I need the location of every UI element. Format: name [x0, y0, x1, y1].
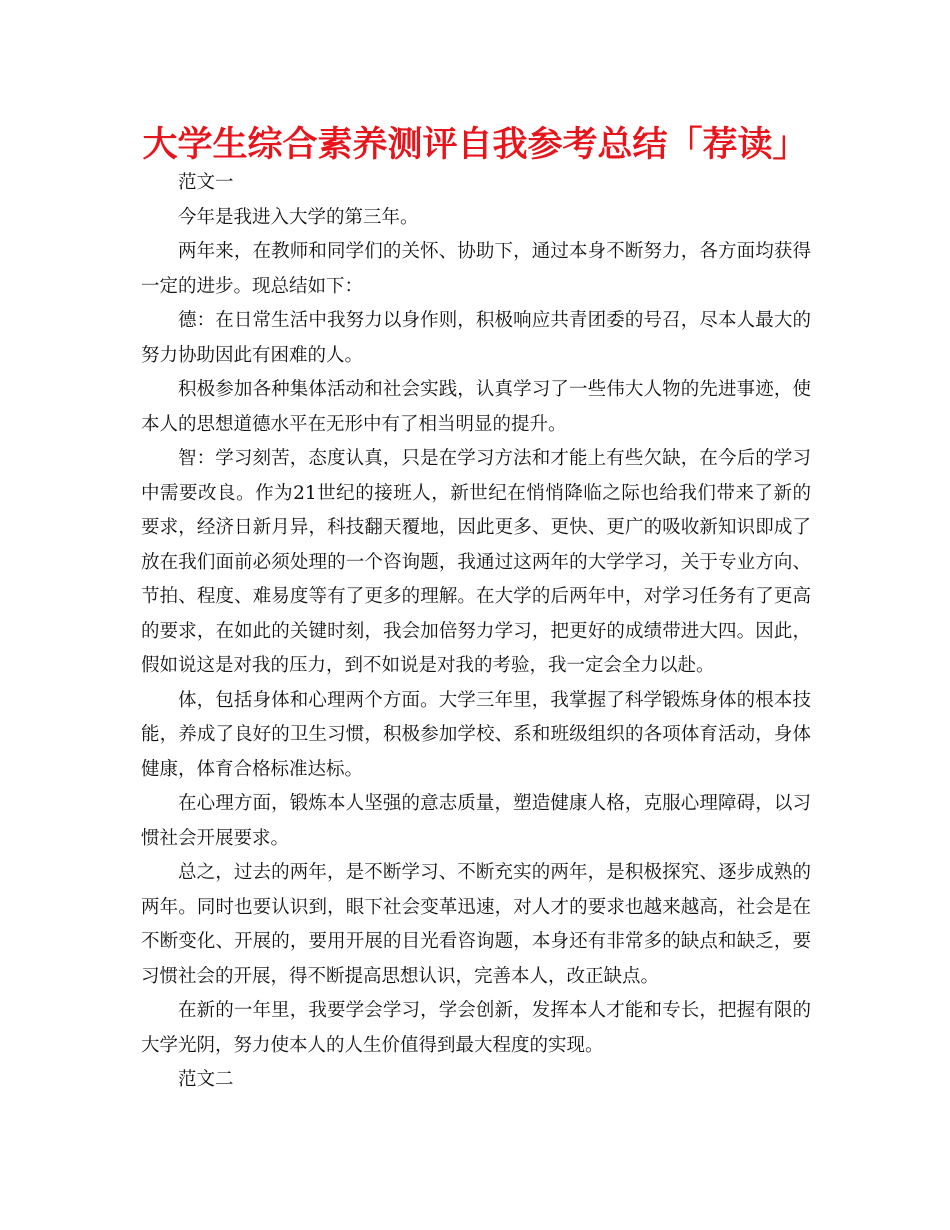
paragraph: 在新的一年里，我要学会学习，学会创新，发挥本人才能和专长，把握有限的大学光阴，努力使本人的人生价值得到最大程度的实现。: [141, 1000, 811, 1056]
paragraph: 今年是我进入大学的第三年。: [178, 206, 419, 228]
paragraph-psychology: 在心理方面，锻炼本人坚强的意志质量，塑造健康人格，克服心理障碍，以习惯社会开展要求。: [141, 793, 811, 849]
paragraph-intellect: 智：学习刻苦，态度认真，只是在学习方法和才能上有些欠缺，在今后的学习中需要改良。作为21世纪的接班人，新世纪在悄悄降临之际也给我们带来了新的要求，经济日新月异，科技翻天覆地，因此更多、更快、更广的吸收新知识即成了放在我们面前必须处理的一个咨询题，我通过这两年的大学学习，关于专业方向、节拍、程度、难易度等有了更多的理解。在大学的后两年中，对学习任务有了更高的要求，在如此的关键时刻，我会加倍努力学习，把更好的成绩带进大四。因此，假如说这是对我的压力，到不如说是对我的考验，我一定会全力以赴。: [141, 448, 811, 676]
paragraph: 两年来，在教师和同学们的关怀、协助下，通过本身不断努力，各方面均获得一定的进步。现总结如下：: [141, 241, 811, 297]
paragraph-physical: 体，包括身体和心理两个方面。大学三年里，我掌握了科学锻炼身体的根本技能，养成了良好的卫生习惯，积极参加学校、系和班级组织的各项体育活动，身体健康，体育合格标准达标。: [141, 689, 811, 780]
document-title: 大学生综合素养测评自我参考总结「荐读」: [142, 125, 808, 165]
paragraph-summary: 总之，过去的两年，是不断学习、不断充实的两年，是积极探究、逐步成熟的两年。同时也要认识到，眼下社会变革迅速，对人才的要求也越来越高，社会是在不断变化、开展的，要用开展的目光看咨询题，本身还有非常多的缺点和缺乏，要习惯社会的开展，得不断提高思想认识，完善本人，改正缺点。: [141, 862, 811, 987]
paragraph: 积极参加各种集体活动和社会实践，认真学习了一些伟大人物的先进事迹，使本人的思想道德水平在无形中有了相当明显的提升。: [141, 379, 811, 435]
paragraph-heading-2: 范文二: [178, 1069, 234, 1090]
paragraph-moral: 德：在日常生活中我努力以身作则，积极响应共青团委的号召，尽本人最大的努力协助因此有困难的人。: [141, 310, 811, 366]
paragraph-heading-1: 范文一: [178, 172, 234, 193]
document-body: [141, 166, 811, 1098]
